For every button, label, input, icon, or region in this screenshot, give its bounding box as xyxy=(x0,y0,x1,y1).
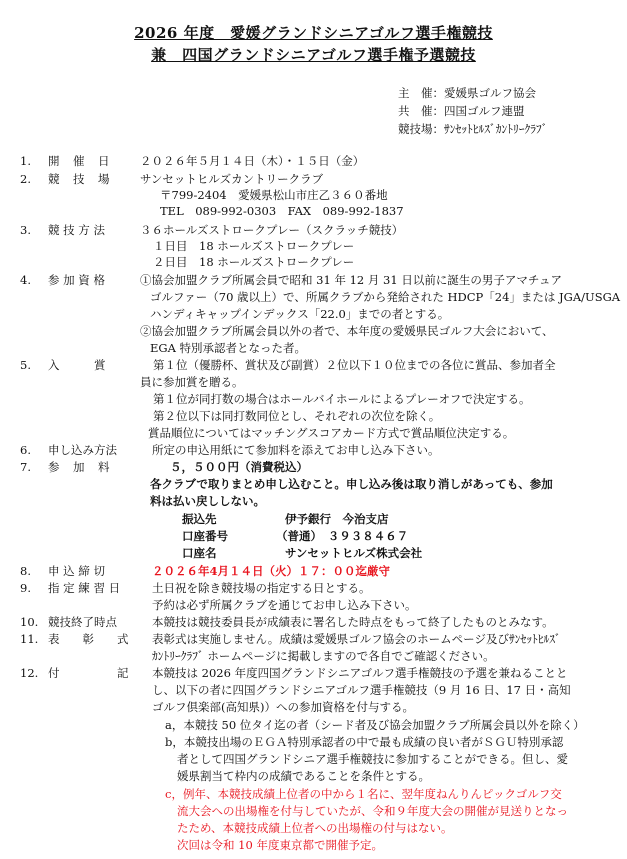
item-number: 8. xyxy=(20,564,31,578)
item-number: 2. xyxy=(20,172,31,186)
end-time-value: 本競技は競技委員長が成績表に署名した時点をもって終了したものとみなす。 xyxy=(152,615,554,629)
item-label-practice: 指 定 練 習 日 xyxy=(48,581,121,595)
bank-label: 口座番号 xyxy=(182,529,228,543)
host-value: 愛媛県ゴルフ協会 xyxy=(444,86,536,100)
cohost-value: 四国ゴルフ連盟 xyxy=(444,104,525,118)
eligibility-line: ゴルファー（70 歳以上）で、所属クラブから発給された HDCP「24」または JGA/USGA xyxy=(150,290,621,304)
fee-line: 料は払い戻ししない。 xyxy=(150,494,265,508)
item-number: 9. xyxy=(20,581,31,595)
document-subtitle: 兼 四国グランドシニアゴルフ選手権予選競技 xyxy=(151,46,476,64)
item-label-method: 競 技 方 法 xyxy=(48,223,105,237)
bank-value: サンセットヒルズ株式会社 xyxy=(285,546,423,560)
item-label-dates: 開 催 日 xyxy=(48,154,111,168)
awards-line: ｶﾝﾄﾘｰｸﾗﾌﾞ ホームページに掲載しますので各自でご確認ください。 xyxy=(152,649,495,663)
item-number: 11. xyxy=(20,632,39,646)
item-number: 5. xyxy=(20,358,31,372)
item-number: 12. xyxy=(20,666,39,680)
notes-b: 者として四国グランドシニア選手権競技に参加することができる。但し、愛 xyxy=(177,752,568,766)
item-number: 7. xyxy=(20,460,31,474)
notes-b: b，本競技出場のＥＧＡ特別承認者の中で最も成績の良い者がＳＧＵ特別承認 xyxy=(165,735,564,749)
practice-line: 予約は必ず所属クラブを通じてお申し込み下さい。 xyxy=(152,598,417,612)
fee-amount: ５，５００円（消費税込） xyxy=(170,460,308,474)
application-value: 所定の申込用紙にて参加料を添えてお申し込み下さい。 xyxy=(152,443,440,457)
organizer-cohost xyxy=(398,103,525,120)
document-title: 2026 年度 愛媛グランドシニアゴルフ選手権競技 xyxy=(134,24,493,42)
item-label-end-time: 競技終了時点 xyxy=(48,615,117,629)
organizer-host xyxy=(398,85,536,102)
practice-line: 土日祝を除き競技場の指定する日とする。 xyxy=(152,581,371,595)
item-number: 3. xyxy=(20,223,31,237)
item-label-application: 申し込み方法 xyxy=(48,443,117,457)
venue-phone: TEL 089-992-0303 FAX 089-992-1837 xyxy=(160,204,404,218)
method-day2: ２日目 18 ホールズストロークプレー xyxy=(153,255,355,269)
notes-a: a，本競技 50 位タイ迄の者（シード者及び協会加盟クラブ所属会員以外を除く） xyxy=(165,718,585,732)
cohost-label: 共 催： xyxy=(398,104,444,118)
item-label-fee: 参 加 料 xyxy=(48,460,111,474)
notes-line: ゴルフ倶楽部(高知県)）への参加資格を付与する。 xyxy=(152,700,414,714)
eligibility-line: EGA 特別承認者となった者。 xyxy=(150,341,307,355)
awards-line: 表彰式は実施しません。成績は愛媛県ゴルフ協会のホームページ及びｻﾝｾｯﾄﾋﾙｽﾞ xyxy=(152,632,561,646)
fee-line: 各クラブで取りまとめ申し込むこと。申し込み後は取り消しがあっても、参加 xyxy=(150,477,553,491)
item-label-deadline: 申 込 締 切 xyxy=(48,564,105,578)
bank-value: 伊予銀行 今治支店 xyxy=(285,512,389,526)
notes-c: 次回は令和 10 年度東京都で開催予定。 xyxy=(177,838,383,852)
item-label-prizes: 入 賞 xyxy=(48,358,106,372)
organizer-venue xyxy=(398,121,548,138)
notes-line: し、以下の者に四国グランドシニアゴルフ選手権競技（9 月 16 日、17 日・高知 xyxy=(152,683,571,697)
prizes-line: 賞品順位についてはマッチングスコアカード方式で賞品順位決定する。 xyxy=(148,426,515,440)
item-number: 6. xyxy=(20,443,31,457)
venue-value: ｻﾝｾｯﾄﾋﾙｽﾞｶﾝﾄﾘｰｸﾗﾌﾞ xyxy=(444,122,548,136)
bank-value: （普通） ３９３８４６７ xyxy=(276,529,409,543)
host-label: 主 催： xyxy=(398,86,444,100)
item-number: 1. xyxy=(20,154,31,168)
dates-value: ２０２６年５月１４日（木）・１５日（金） xyxy=(140,154,365,168)
prizes-line: 第２位以下は同打数同位とし、それぞれの次位を除く。 xyxy=(153,409,441,423)
notes-c: たため、本競技成績上位者への出場権の付与はない。 xyxy=(177,821,453,835)
bank-label: 振込先 xyxy=(182,512,217,526)
notes-c: 流大会への出場権を付与していたが、令和９年度大会の開催が見送りとなっ xyxy=(177,804,568,818)
eligibility-line: ②協会加盟クラブ所属会員以外の者で、本年度の愛媛県民ゴルフ大会において、 xyxy=(140,324,554,338)
item-label-venue: 競 技 場 xyxy=(48,172,111,186)
venue-address: 〒799-2404 愛媛県松山市庄乙３６０番地 xyxy=(160,188,388,202)
prizes-line: 員に参加賞を贈る。 xyxy=(140,375,244,389)
eligibility-line: ①協会加盟クラブ所属会員で昭和 31 年 12 月 31 日以前に誕生の男子アマチュア xyxy=(140,273,562,287)
item-label-eligibility: 参 加 資 格 xyxy=(48,273,105,287)
notes-line: 本競技は 2026 年度四国グランドシニアゴルフ選手権競技の予選を兼ねることと xyxy=(152,666,568,680)
notes-b: 媛県割当て枠内の成績であることを条件とする。 xyxy=(177,769,430,783)
deadline-value: ２０２６年4月１４日（火）１７：００迄厳守 xyxy=(152,564,390,578)
venue-label: 競技場： xyxy=(398,122,444,136)
item-number: 10. xyxy=(20,615,39,629)
prizes-line: 第１位（優勝杯、賞状及び副賞）２位以下１０位までの各位に賞品、参加者全 xyxy=(153,358,556,372)
notes-c: c，例年、本競技成績上位者の中から１名に、翌年度ねんりんピックゴルフ交 xyxy=(165,787,562,801)
item-number: 4. xyxy=(20,273,31,287)
venue-name: サンセットヒルズカントリークラブ xyxy=(140,172,324,186)
item-label-notes: 付 記 xyxy=(48,666,129,680)
prizes-line: 第１位が同打数の場合はホールバイホールによるプレーオフで決定する。 xyxy=(153,392,531,406)
eligibility-line: ハンディキャップインデックス「22.0」までの者とする。 xyxy=(150,307,450,321)
method-line: ３６ホールズストロークプレー（スクラッチ競技） xyxy=(140,223,404,237)
bank-label: 口座名 xyxy=(182,546,217,560)
method-day1: １日目 18 ホールズストロークプレー xyxy=(153,239,355,253)
item-label-awards: 表 彰 式 xyxy=(48,632,129,646)
